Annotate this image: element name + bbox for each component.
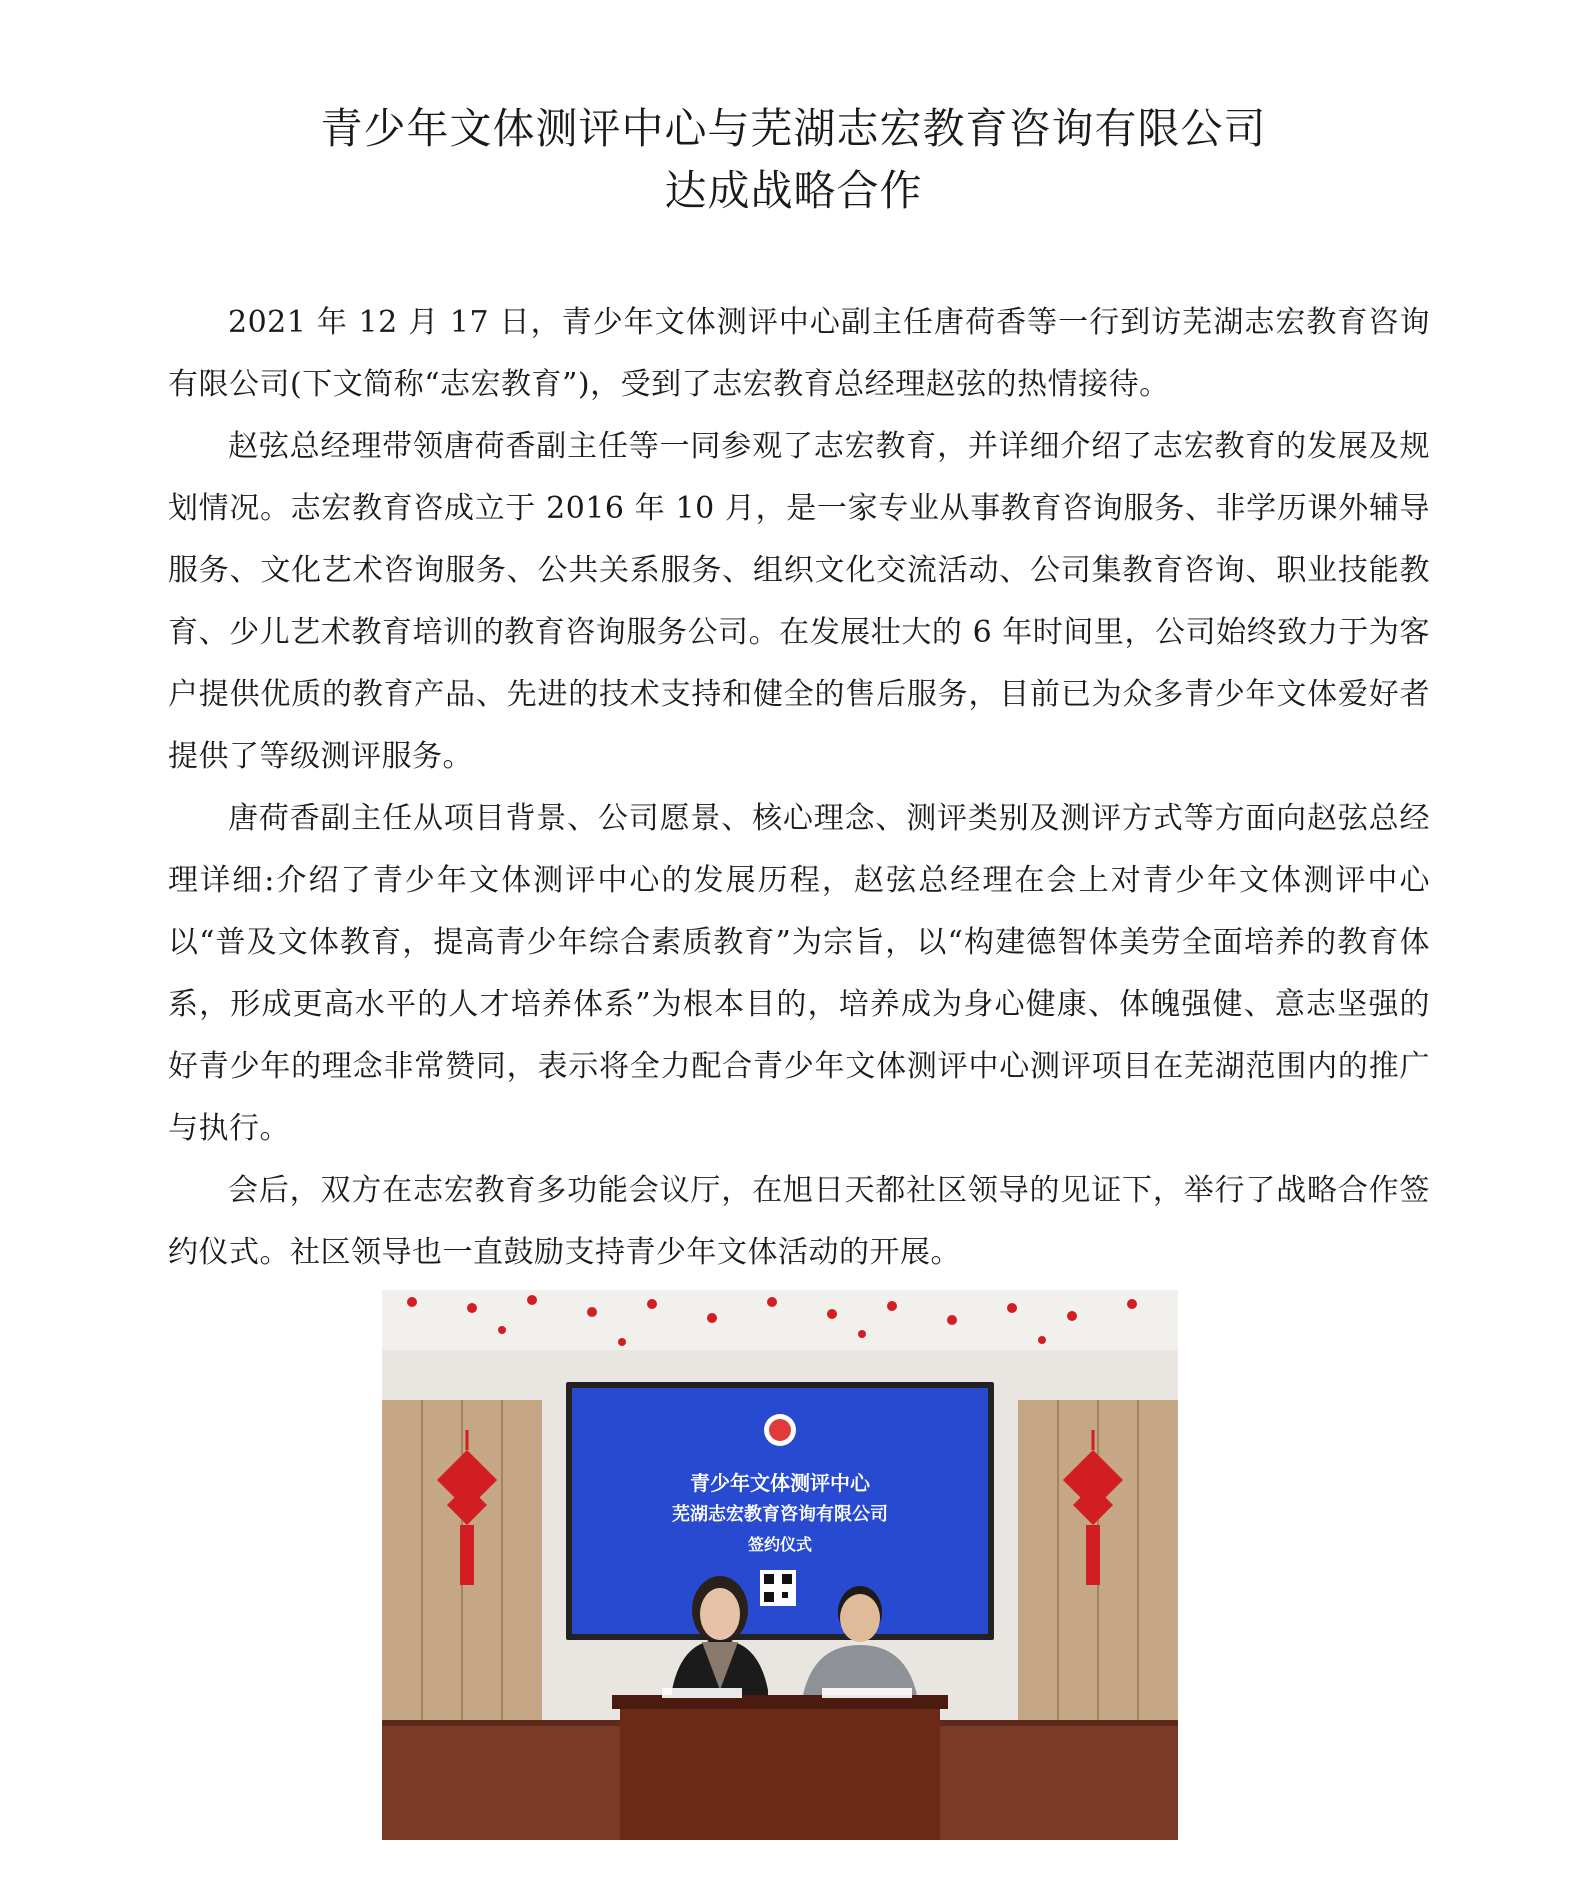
paragraph-2: 赵弦总经理带领唐荷香副主任等一同参观了志宏教育，并详细介绍了志宏教育的发展及规划情况。志宏教育咨成立于 2016 年 10 月，是一家专业从事教育咨询服务、非学历课外辅导服务、文化艺术咨询服务、公共关系服务、组织文化交流活动、公司集教育咨询、职业技能教育、少儿艺术教育培训的教育咨询服务公司。在发展壮大的 6 年时间里，公司始终致力于为客户提供优质的教育产品、先进的技术支持和健全的售后服务，目前已为众多青少年文体爱好者提供了等级测评服务。 <box>168 429 1430 774</box>
paragraph-4: 会后，双方在志宏教育多功能会议厅，在旭日天都社区领导的见证下，举行了战略合作签约仪式。社区领导也一直鼓励支持青少年文体活动的开展。 <box>168 1173 1430 1270</box>
title-line-1: 青少年文体测评中心与芜湖志宏教育咨询有限公司 <box>320 104 1267 153</box>
title-line-2: 达成战略合作 <box>664 166 923 215</box>
screen-line-3: 签约仪式 <box>747 1535 813 1554</box>
screen-line-2: 芜湖志宏教育咨询有限公司 <box>672 1504 888 1525</box>
article-body <box>168 292 1430 1284</box>
signing-ceremony-photo <box>382 1290 1178 1840</box>
paragraph-3: 唐荷香副主任从项目背景、公司愿景、核心理念、测评类别及测评方式等方面向赵弦总经理详细:介绍了青少年文体测评中心的发展历程，赵弦总经理在会上对青少年文体测评中心以“普及文体教育，提高青少年综合素质教育”为宗旨，以“构建德智体美劳全面培养的教育体系，形成更高水平的人才培养体系”为根本目的，培养成为身心健康、体魄强健、意志坚强的好青少年的理念非常赞同，表示将全力配合青少年文体测评中心测评项目在芜湖范围内的推广与执行。 <box>168 801 1430 1146</box>
screen-line-1: 青少年文体测评中心 <box>690 1471 870 1495</box>
paragraph-1: 2021 年 12 月 17 日，青少年文体测评中心副主任唐荷香等一行到访芜湖志宏教育咨询有限公司(下文简称“志宏教育”)，受到了志宏教育总经理赵弦的热情接待。 <box>168 305 1430 402</box>
